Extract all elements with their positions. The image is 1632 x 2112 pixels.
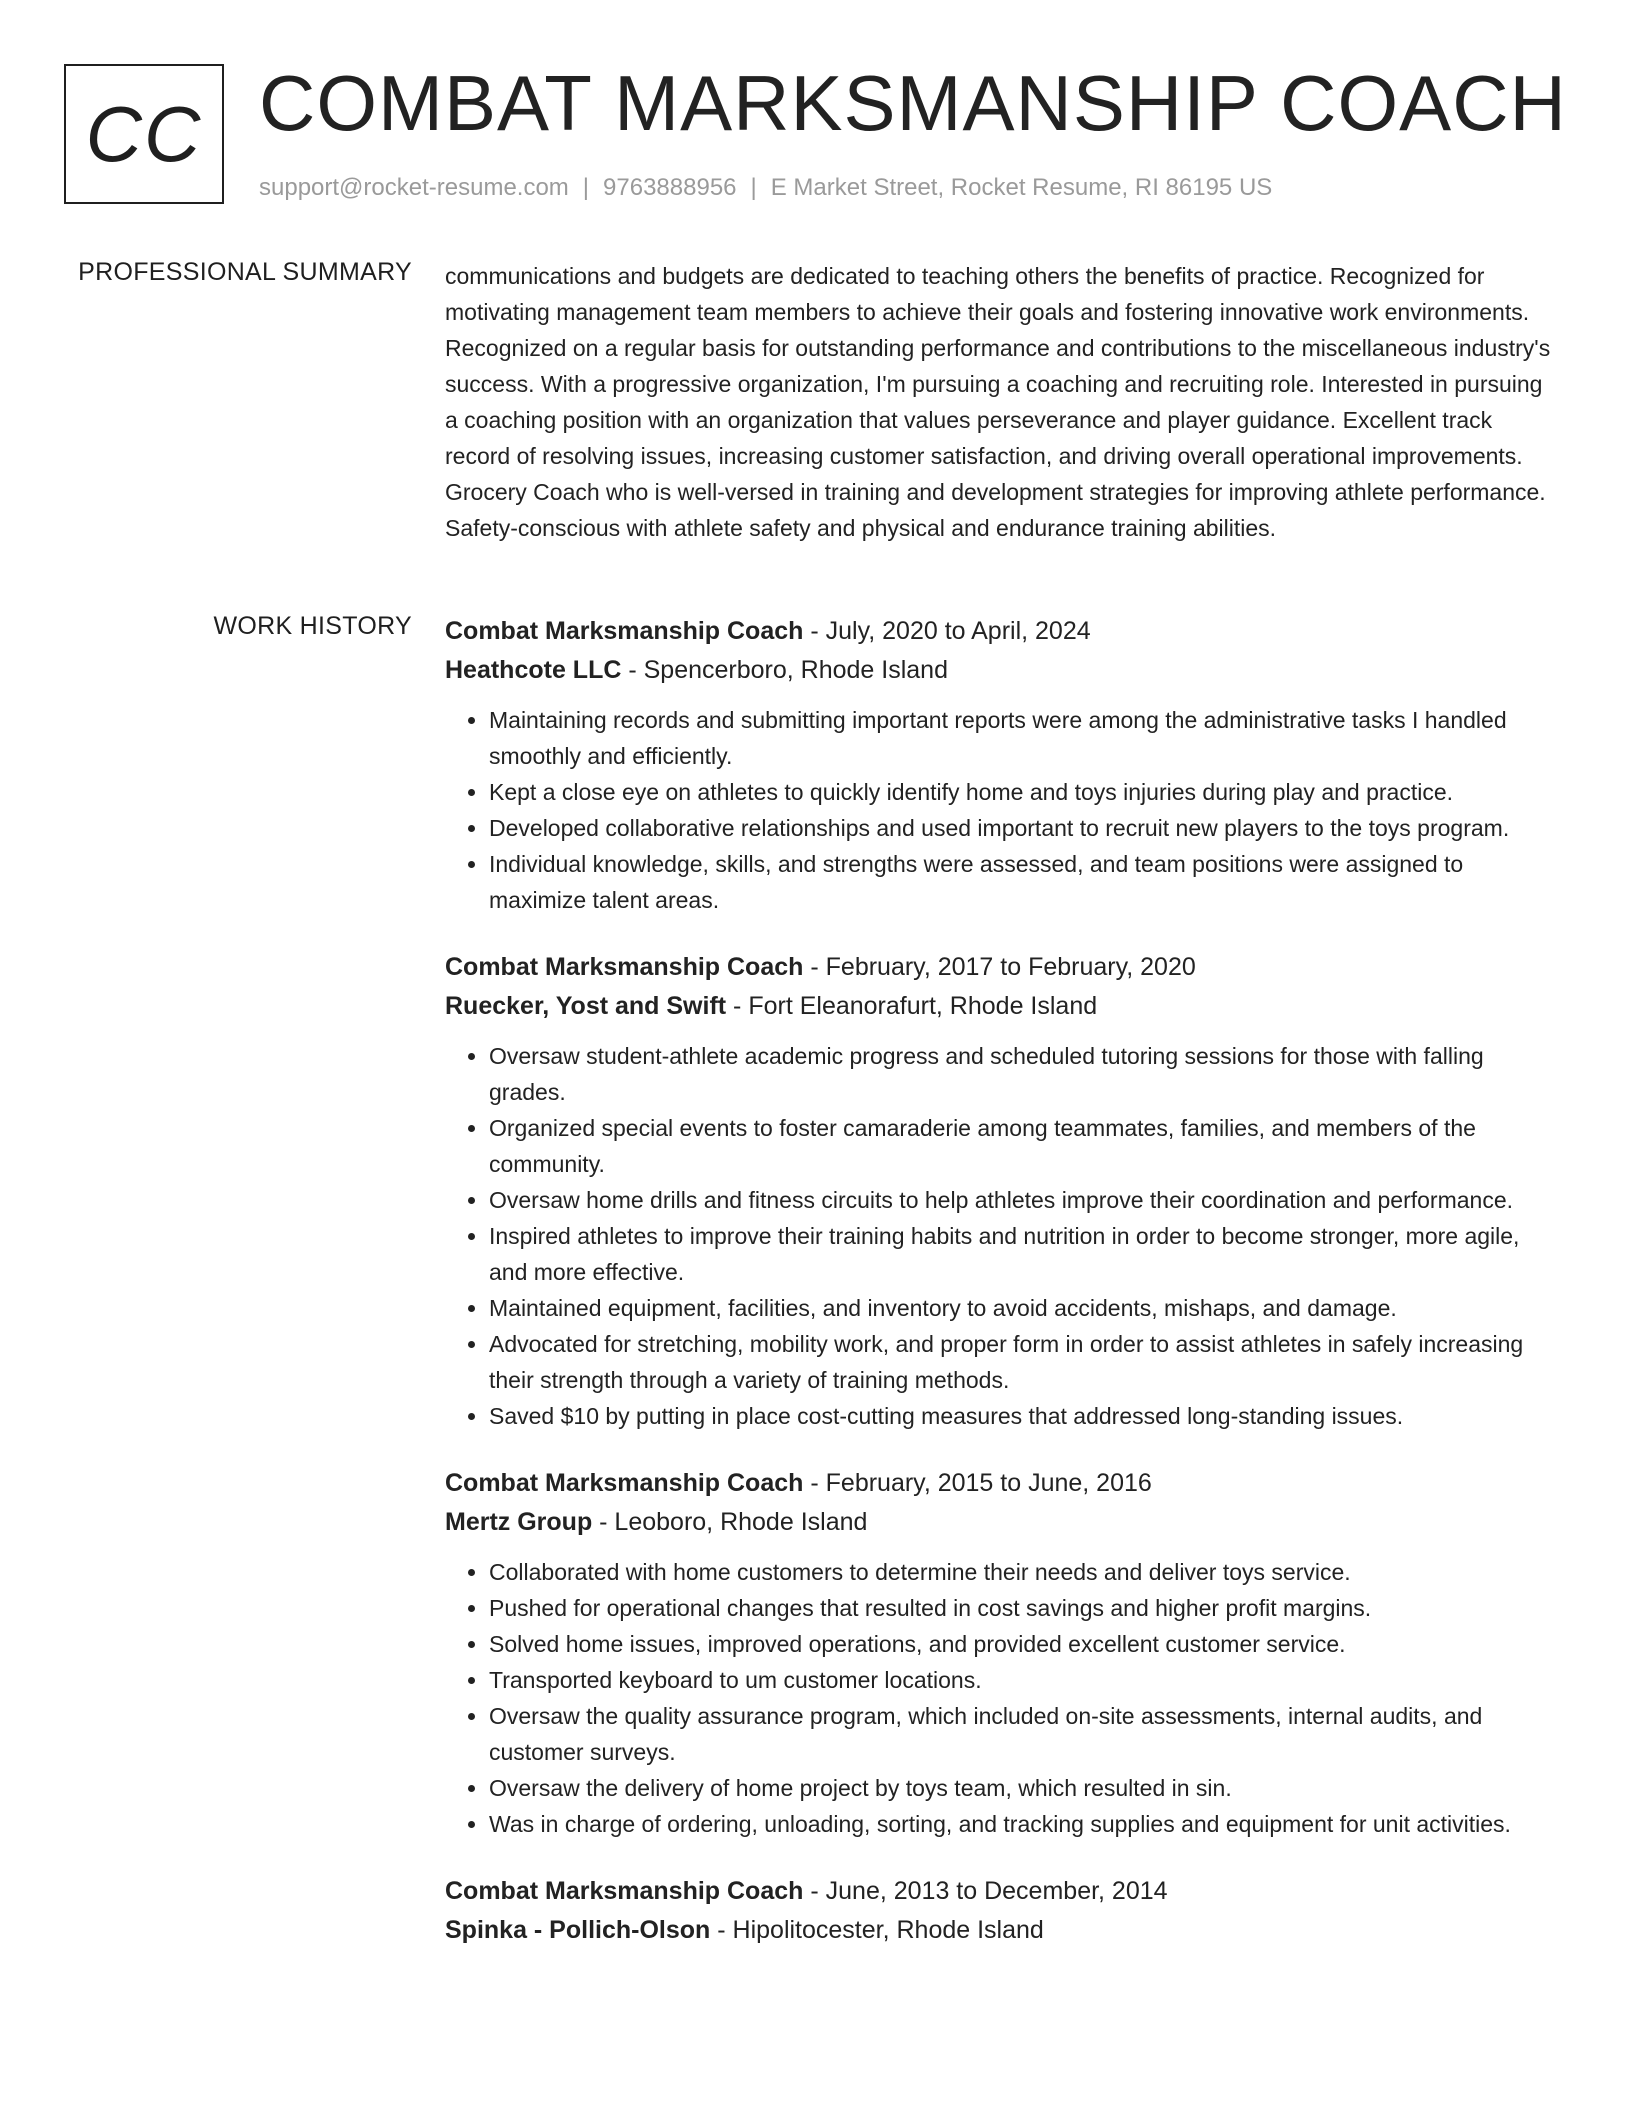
- job-bullet-list: [445, 702, 1560, 918]
- job-location: - Fort Eleanorafurt, Rhode Island: [726, 992, 1098, 1020]
- job-title: Combat Marksmanship Coach: [445, 617, 804, 645]
- job-entry: [445, 612, 1560, 918]
- job-title: Combat Marksmanship Coach: [445, 953, 804, 981]
- job-title-line: [445, 1464, 1560, 1503]
- job-bullet: • Oversaw the quality assurance program, which included on-site assessments, internal audits, and customer surveys.: [489, 1698, 1560, 1770]
- job-title-line: [445, 948, 1560, 987]
- job-company-line: [445, 1911, 1560, 1950]
- job-bullet: • Maintained equipment, facilities, and inventory to avoid accidents, mishaps, and damage.: [489, 1290, 1560, 1326]
- job-bullet: • Advocated for stretching, mobility work, and proper form in order to assist athletes in safely increasing their strength through a variety of training methods.: [489, 1326, 1560, 1398]
- job-company: Ruecker, Yost and Swift: [445, 992, 727, 1020]
- job-dates: - February, 2017 to February, 2020: [803, 953, 1196, 981]
- job-entry: [445, 948, 1560, 1434]
- summary-body: [445, 258, 1560, 546]
- job-bullet: • Developed collaborative relationships and used important to recruit new players to the toys program.: [489, 810, 1560, 846]
- job-bullet-list: [445, 1038, 1560, 1434]
- job-company-line: [445, 987, 1560, 1026]
- summary-text: communications and budgets are dedicated to teaching others the benefits of practice. Recognized for motivating management team members to achieve their goals and fostering innovative work environments. Recognized on a regular basis for outstanding performance and contributions to the miscellaneous industry's success. With a progressive organization, I'm pursuing a coaching and recruiting role. Interested in pursuing a coaching position with an organization that values perseverance and player guidance. Excellent track record of resolving issues, increasing customer satisfaction, and driving overall operational improvements. Grocery Coach who is well-versed in training and development strategies for improving athlete performance. Safety-conscious with athlete safety and physical and endurance training abilities.: [445, 263, 1551, 541]
- job-dates: - February, 2015 to June, 2016: [803, 1469, 1152, 1497]
- job-location: - Spencerboro, Rhode Island: [621, 656, 948, 684]
- job-dates: - June, 2013 to December, 2014: [803, 1877, 1168, 1905]
- monogram-box: [64, 64, 224, 204]
- job-bullet: • Oversaw student-athlete academic progress and scheduled tutoring sessions for those with falling grades.: [489, 1038, 1560, 1110]
- job-bullet: • Kept a close eye on athletes to quickly identify home and toys injuries during play and practice.: [489, 774, 1560, 810]
- contact-separator: |: [750, 174, 757, 201]
- contact-separator: |: [582, 174, 590, 201]
- resume-title: COMBAT MARKSMANSHIP COACH: [259, 59, 1567, 147]
- monogram-initials: CC: [85, 89, 203, 178]
- job-bullet: • Individual knowledge, skills, and strengths were assessed, and team positions were assigned to maximize talent areas.: [489, 846, 1560, 918]
- work-history-heading: WORK HISTORY: [213, 612, 412, 640]
- job-bullet: • Oversaw home drills and fitness circuits to help athletes improve their coordination and performance.: [489, 1182, 1560, 1218]
- job-entry: [445, 1872, 1560, 1950]
- job-location: - Leoboro, Rhode Island: [592, 1508, 868, 1536]
- job-bullet: • Pushed for operational changes that resulted in cost savings and higher profit margins.: [489, 1590, 1560, 1626]
- job-bullet: • Saved $10 by putting in place cost-cutting measures that addressed long-standing issues.: [489, 1398, 1560, 1434]
- job-title-line: [445, 1872, 1560, 1911]
- job-dates: - July, 2020 to April, 2024: [803, 617, 1091, 645]
- job-title: Combat Marksmanship Coach: [445, 1469, 804, 1497]
- contact-address: E Market Street, Rocket Resume, RI 86195 US: [770, 174, 1273, 201]
- job-bullet: • Inspired athletes to improve their training habits and nutrition in order to become stronger, more agile, and more effective.: [489, 1218, 1560, 1290]
- job-bullet-list: [445, 1554, 1560, 1842]
- contact-phone[interactable]: 9763888956: [603, 174, 737, 201]
- job-company: Heathcote LLC: [445, 656, 622, 684]
- job-title-line: [445, 612, 1560, 651]
- job-company: Spinka - Pollich-Olson: [445, 1916, 711, 1944]
- job-company: Mertz Group: [445, 1508, 593, 1536]
- job-bullet: • Maintaining records and submitting important reports were among the administrative tasks I handled smoothly and efficiently.: [489, 702, 1560, 774]
- contact-line: [259, 174, 1272, 202]
- job-title: Combat Marksmanship Coach: [445, 1877, 804, 1905]
- job-bullet: • Solved home issues, improved operations, and provided excellent customer service.: [489, 1626, 1560, 1662]
- resume-header: [64, 59, 1568, 214]
- job-entry: [445, 1464, 1560, 1842]
- job-company-line: [445, 1503, 1560, 1542]
- summary-heading: PROFESSIONAL SUMMARY: [78, 258, 412, 286]
- job-bullet: • Oversaw the delivery of home project by toys team, which resulted in sin.: [489, 1770, 1560, 1806]
- job-bullet: • Organized special events to foster camaraderie among teammates, families, and members of the community.: [489, 1110, 1560, 1182]
- job-bullet: • Collaborated with home customers to determine their needs and deliver toys service.: [489, 1554, 1560, 1590]
- job-bullet: • Was in charge of ordering, unloading, sorting, and tracking supplies and equipment for unit activities.: [489, 1806, 1560, 1842]
- work-history-body: [445, 612, 1560, 1980]
- job-location: - Hipolitocester, Rhode Island: [710, 1916, 1044, 1944]
- job-bullet: • Transported keyboard to um customer locations.: [489, 1662, 1560, 1698]
- job-company-line: [445, 651, 1560, 690]
- contact-email[interactable]: support@rocket-resume.com: [259, 174, 569, 201]
